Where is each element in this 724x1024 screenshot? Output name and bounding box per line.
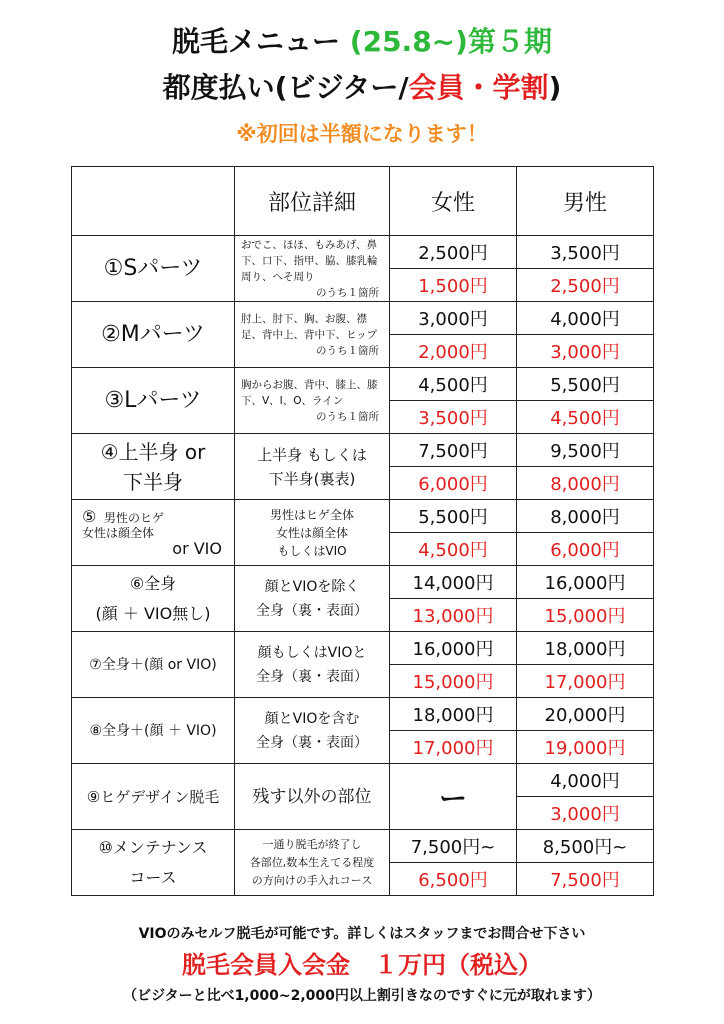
price-male: 3,500円	[517, 236, 654, 269]
part-name	[72, 830, 235, 896]
price-female-none: ー	[390, 764, 517, 830]
part-detail	[235, 566, 390, 632]
price-male-member: 7,500円	[517, 863, 654, 896]
price-female-member: 3,500円	[390, 401, 517, 434]
part-detail-line: 顔とVIOを含む	[264, 710, 360, 727]
price-female: 16,000円	[390, 632, 517, 665]
vio-self-note: VIOのみセルフ脱毛が可能です。詳しくはスタッフまでお問合せ下さい	[138, 926, 586, 942]
part-detail	[235, 434, 390, 500]
header-detail: 部位詳細	[235, 167, 390, 236]
title-suffix: 第５期	[467, 25, 552, 58]
subtitle-member: 会員・学割	[408, 71, 549, 104]
price-male: 16,000円	[517, 566, 654, 599]
table-row	[72, 302, 654, 335]
price-male: 4,000円	[517, 764, 654, 797]
table-row	[72, 632, 654, 665]
part-detail-line: 顔とVIOを除く	[264, 578, 360, 595]
part-detail-sub: のうち１箇所	[316, 344, 379, 357]
discount-note: （ビジターと比べ1,000~2,000円以上割引きなのですぐに元が取れます）	[123, 988, 601, 1004]
part-name-line: ⑩メンテナンス	[98, 837, 208, 857]
price-female: 7,500円~	[390, 830, 517, 863]
price-male: 5,500円	[517, 368, 654, 401]
price-male: 4,000円	[517, 302, 654, 335]
part-detail-line: の方向けの手入れコース	[251, 873, 373, 887]
header-male: 男性	[517, 167, 654, 236]
table-row	[72, 368, 654, 401]
price-female-member: 2,000円	[390, 335, 517, 368]
part-name: ②Mパーツ	[72, 302, 235, 368]
price-female: 14,000円	[390, 566, 517, 599]
part-name: ③Lパーツ	[72, 368, 235, 434]
part-name: ⑦全身＋(顔 or VIO)	[72, 632, 235, 698]
price-female-member: 15,000円	[390, 665, 517, 698]
price-male-member: 2,500円	[517, 269, 654, 302]
table-header-row	[72, 167, 654, 236]
part-name-line: or VIO	[172, 539, 222, 558]
part-detail-line: 全身（裏・表面）	[256, 734, 368, 751]
table-row	[72, 236, 654, 269]
subtitle-suffix: )	[548, 71, 562, 104]
part-name-line: 男性のヒゲ	[103, 511, 164, 525]
price-female: 5,500円	[390, 500, 517, 533]
part-detail	[235, 236, 390, 302]
price-male-member: 4,500円	[517, 401, 654, 434]
price-male-member: 17,000円	[517, 665, 654, 698]
part-name: ①Sパーツ	[72, 236, 235, 302]
price-female-member: 4,500円	[390, 533, 517, 566]
table-row	[72, 434, 654, 467]
price-female: 7,500円	[390, 434, 517, 467]
table-row	[72, 698, 654, 731]
part-name: ⑨ヒゲデザイン脱毛	[72, 764, 235, 830]
part-name-line: ⑥全身	[129, 573, 177, 593]
title-prefix: 脱毛メニュー	[172, 25, 350, 58]
part-detail-line: 男性はヒゲ全体	[269, 507, 354, 522]
subtitle-prefix: 都度払い(ビジター/	[162, 71, 409, 104]
first-time-note: ※初回は半額になります！	[236, 122, 488, 146]
price-female: 2,500円	[390, 236, 517, 269]
part-detail-line: 全身（裏・表面）	[256, 602, 368, 619]
part-detail-text: 胸からお腹、背中、膝上、膝下、V、I、O、ライン	[241, 378, 378, 407]
membership-fee: 脱毛会員入会金 １万円（税込）	[182, 951, 542, 979]
part-detail	[235, 632, 390, 698]
title-period: (25.8~)	[349, 25, 468, 58]
price-male-member: 19,000円	[517, 731, 654, 764]
part-detail-line: 顔もしくはVIOと	[257, 644, 367, 661]
part-name	[72, 566, 235, 632]
page-subtitle	[0, 70, 724, 106]
price-female-member: 6,500円	[390, 863, 517, 896]
header-blank	[72, 167, 235, 236]
page-title	[0, 24, 724, 60]
price-male-member: 8,000円	[517, 467, 654, 500]
part-name-line: (顔 ＋ VIO無し)	[95, 603, 211, 623]
part-name: ⑧全身＋(顔 ＋ VIO)	[72, 698, 235, 764]
part-name-line: 女性は顔全体	[82, 526, 155, 540]
part-number: ⑤	[82, 507, 97, 526]
part-name-line: ④上半身 or	[100, 439, 206, 464]
price-male-member: 3,000円	[517, 335, 654, 368]
part-name	[72, 500, 235, 566]
part-detail-sub: のうち１箇所	[316, 286, 379, 299]
header-female: 女性	[390, 167, 517, 236]
part-detail-line: もしくはVIO	[277, 543, 347, 558]
part-detail-line: 各部位,数本生えてる程度	[249, 855, 375, 869]
part-detail-line: 上半身 もしくは	[257, 445, 367, 464]
part-detail-text: おでこ、ほほ、もみあげ、鼻下、口下、指甲、脇、膝乳輪周り、へそ周り	[241, 238, 378, 283]
price-male: 20,000円	[517, 698, 654, 731]
table-row	[72, 764, 654, 797]
part-detail	[235, 302, 390, 368]
part-detail	[235, 368, 390, 434]
price-male: 8,000円	[517, 500, 654, 533]
part-name-line: 下半身	[123, 469, 183, 494]
price-female: 4,500円	[390, 368, 517, 401]
price-female-member: 1,500円	[390, 269, 517, 302]
part-detail-line: 下半身(裏表)	[268, 469, 356, 488]
price-table	[71, 166, 654, 896]
price-male: 8,500円~	[517, 830, 654, 863]
part-detail-line: 女性は顔全体	[275, 525, 348, 540]
price-male-member: 3,000円	[517, 797, 654, 830]
table-row	[72, 830, 654, 863]
part-detail-sub: のうち１箇所	[316, 410, 379, 423]
price-female-member: 13,000円	[390, 599, 517, 632]
part-name	[72, 434, 235, 500]
table-row	[72, 500, 654, 533]
table-row	[72, 566, 654, 599]
part-detail: 残す以外の部位	[235, 764, 390, 830]
price-male: 9,500円	[517, 434, 654, 467]
part-detail-text: 肘上、肘下、胸、お腹、襟足、背中上、背中下、ヒップ	[241, 312, 378, 341]
price-female: 18,000円	[390, 698, 517, 731]
part-detail-line: 一通り脱毛が終了し	[262, 837, 362, 851]
part-detail	[235, 698, 390, 764]
price-female-member: 6,000円	[390, 467, 517, 500]
price-male: 18,000円	[517, 632, 654, 665]
part-detail-line: 全身（裏・表面）	[256, 668, 368, 685]
part-detail	[235, 500, 390, 566]
part-detail	[235, 830, 390, 896]
price-male-member: 6,000円	[517, 533, 654, 566]
price-female: 3,000円	[390, 302, 517, 335]
price-female-member: 17,000円	[390, 731, 517, 764]
price-male-member: 15,000円	[517, 599, 654, 632]
part-name-line: コース	[129, 867, 177, 887]
